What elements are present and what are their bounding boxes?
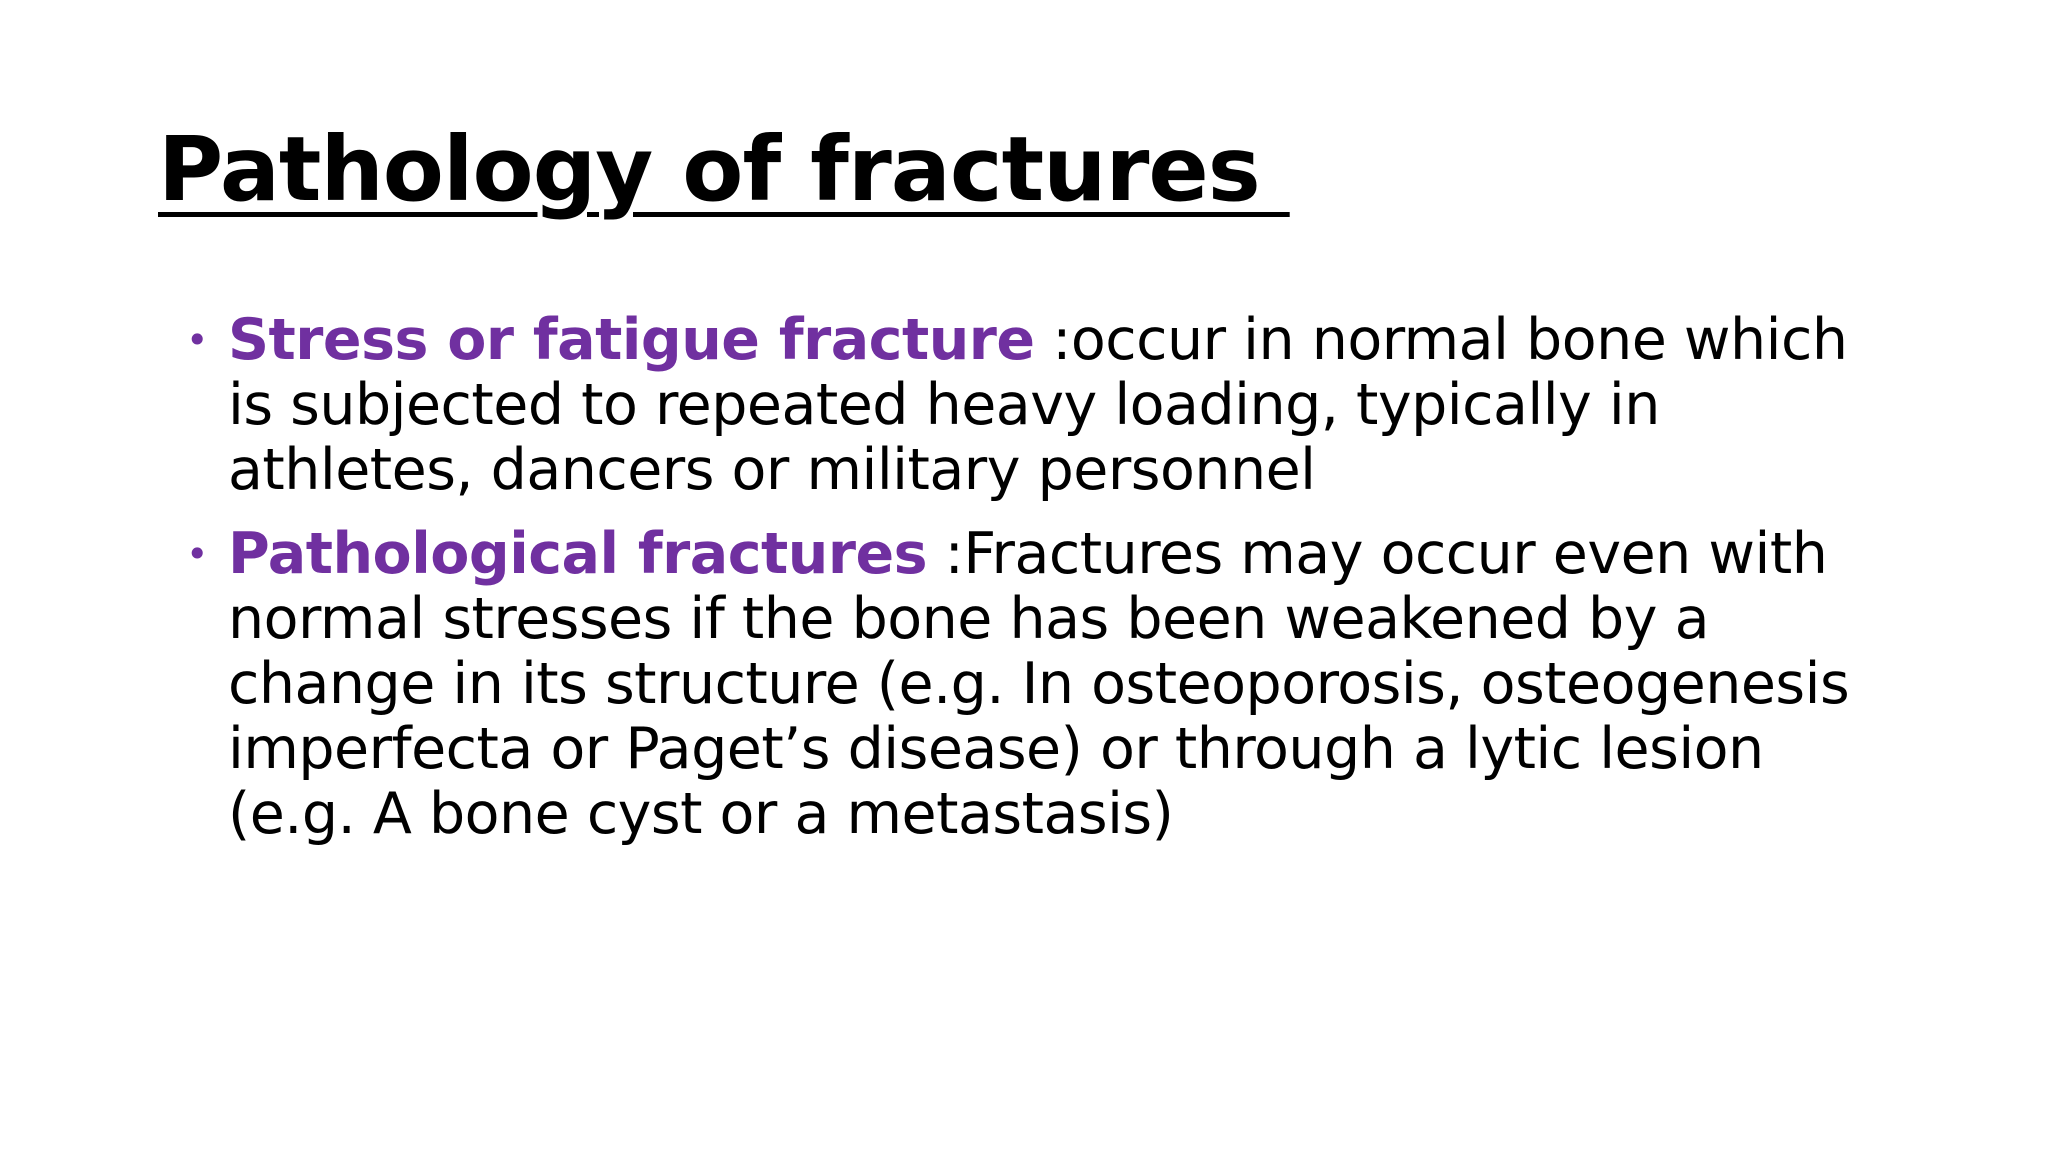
bullet-item-pathological-fracture [184,522,1884,847]
bullet-text: :occur in normal bone which is subjected to repeated heavy loading, typically in athletes, dancers or military personnel [228,307,1848,503]
bullet-list [184,308,1884,866]
slide-title: Pathology of fractures [158,117,1290,221]
bullet-term: Stress or fatigue fracture [228,307,1035,373]
bullet-text: :Fractures may occur even with normal stresses if the bone has been weakened by a change in its structure (e.g. In osteoporosis, osteogenesis imperfecta or Paget’s disease) or through a lytic lesion (e.g. A bone cyst or a metastasis) [228,521,1850,847]
bullet-item-stress-fracture [184,308,1884,503]
bullet-dot-icon: • [186,532,208,576]
bullet-dot-icon: • [186,318,208,362]
bullet-term: Pathological fractures [228,521,928,587]
